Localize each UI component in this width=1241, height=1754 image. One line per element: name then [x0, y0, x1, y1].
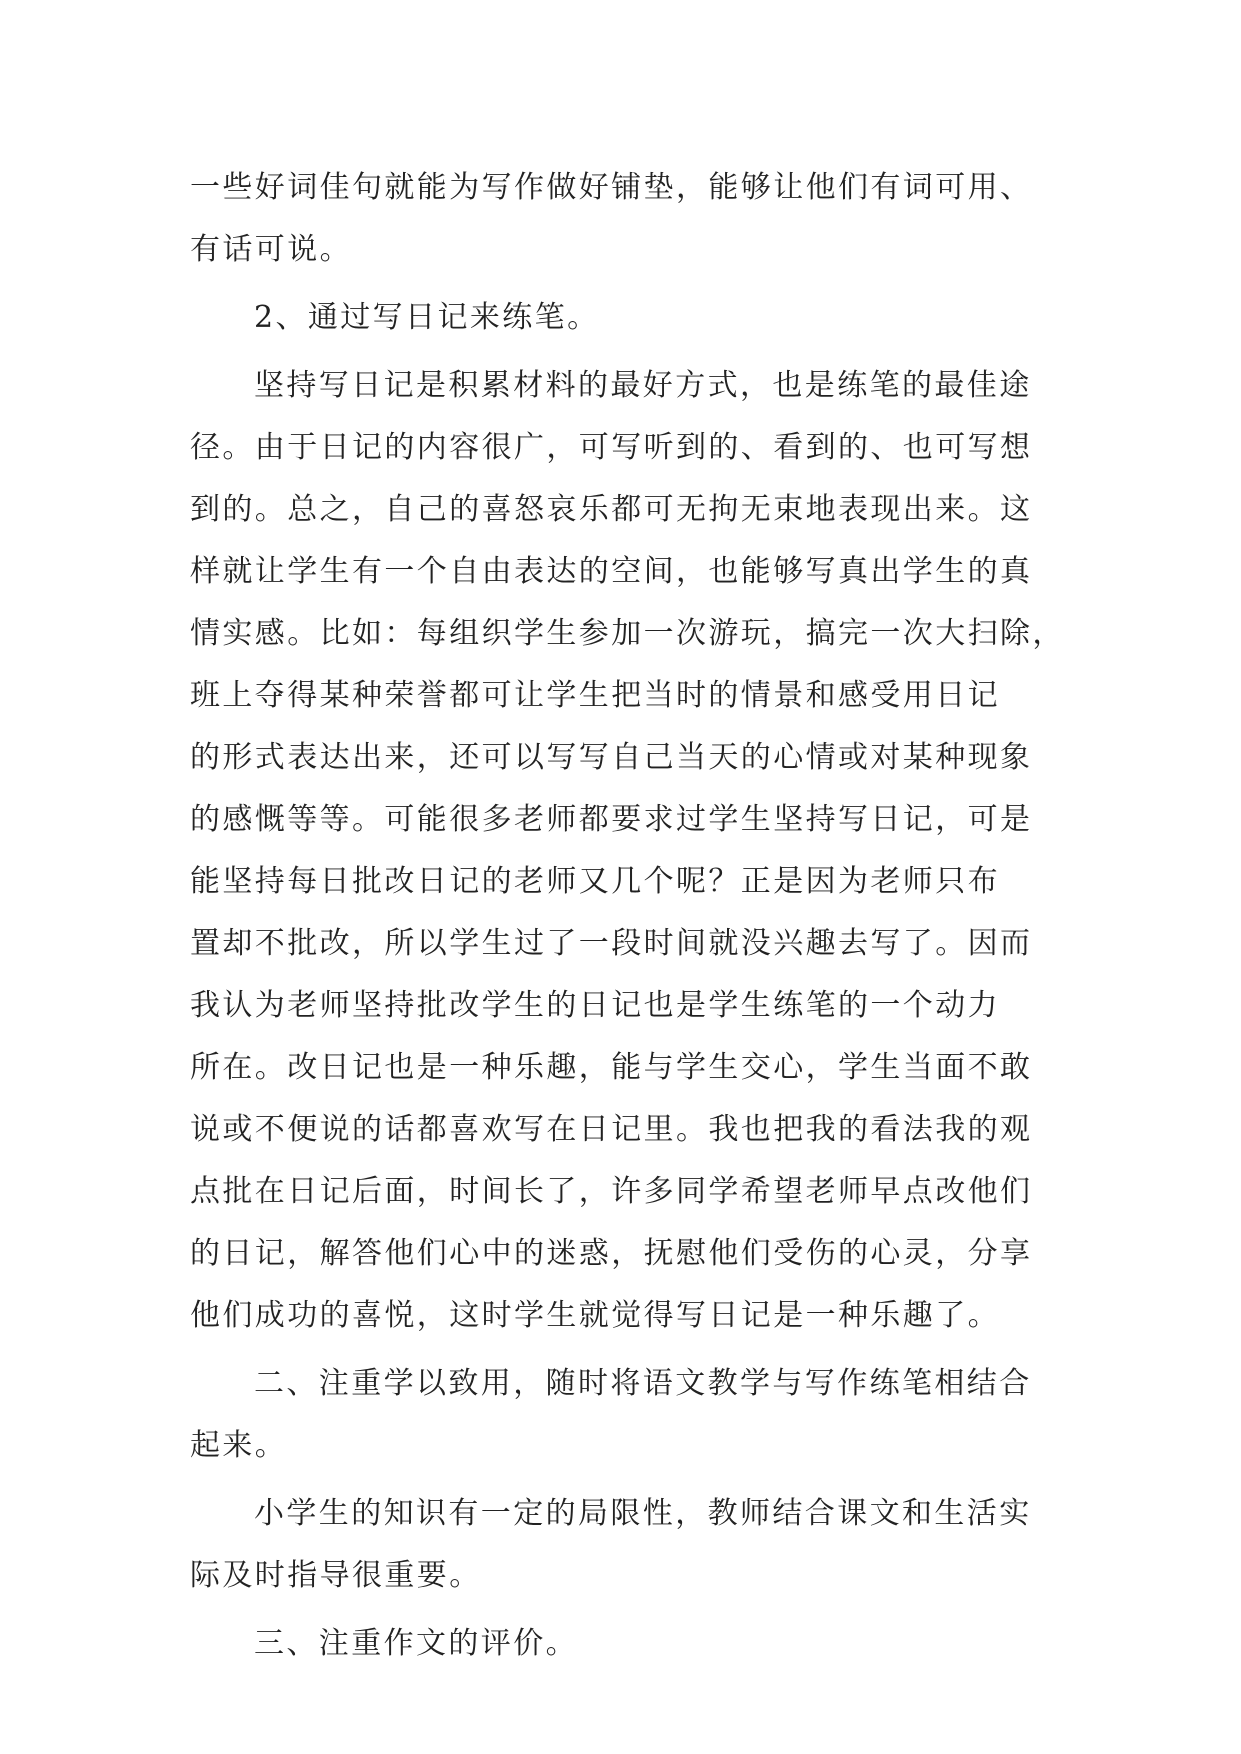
section-heading: 二、注重学以致用，随时将语文教学与写作练笔相结合 [254, 1366, 1032, 1401]
paragraph-first-line: 坚持写日记是积累材料的最好方式，也是练笔的最佳途 [254, 368, 1032, 403]
text-line: 我认为老师坚持批改学生的日记也是学生练笔的一个动力 [190, 988, 1000, 1023]
text-line: 点批在日记后面，时间长了，许多同学希望老师早点改他们 [190, 1174, 1033, 1209]
text-line: 一些好词佳句就能为写作做好铺垫，能够让他们有词可用、 [190, 170, 1033, 205]
text-line: 际及时指导很重要。 [190, 1558, 482, 1593]
text-line: 班上夺得某种荣誉都可让学生把当时的情景和感受用日记 [190, 678, 1000, 713]
text-line: 的形式表达出来，还可以写写自己当天的心情或对某种现象 [190, 740, 1033, 775]
text-line: 的感慨等等。可能很多老师都要求过学生坚持写日记，可是 [190, 802, 1033, 837]
text-line: 有话可说。 [190, 232, 352, 267]
section-heading: 三、注重作文的评价。 [254, 1626, 578, 1661]
text-line: 说或不便说的话都喜欢写在日记里。我也把我的看法我的观 [190, 1112, 1033, 1147]
text-line: 样就让学生有一个自由表达的空间，也能够写真出学生的真 [190, 554, 1033, 589]
text-line: 到的。总之，自己的喜怒哀乐都可无拘无束地表现出来。这 [190, 492, 1033, 527]
text-line: 置却不批改，所以学生过了一段时间就没兴趣去写了。因而 [190, 926, 1033, 961]
section-heading: 2、通过写日记来练笔。 [254, 300, 600, 335]
document-body [190, 157, 1090, 1675]
text-line: 能坚持每日批改日记的老师又几个呢？正是因为老师只布 [190, 864, 1000, 899]
text-line: 起来。 [190, 1428, 288, 1463]
text-line: 情实感。比如：每组织学生参加一次游玩，搞完一次大扫除， [190, 616, 1065, 651]
paragraph-first-line: 小学生的知识有一定的局限性，教师结合课文和生活实 [254, 1496, 1032, 1531]
text-line: 他们成功的喜悦，这时学生就觉得写日记是一种乐趣了。 [190, 1298, 1000, 1333]
text-line: 径。由于日记的内容很广，可写听到的、看到的、也可写想 [190, 430, 1033, 465]
text-line: 所在。改日记也是一种乐趣，能与学生交心，学生当面不敢 [190, 1050, 1033, 1085]
text-line: 的日记，解答他们心中的迷惑，抚慰他们受伤的心灵，分享 [190, 1236, 1033, 1271]
